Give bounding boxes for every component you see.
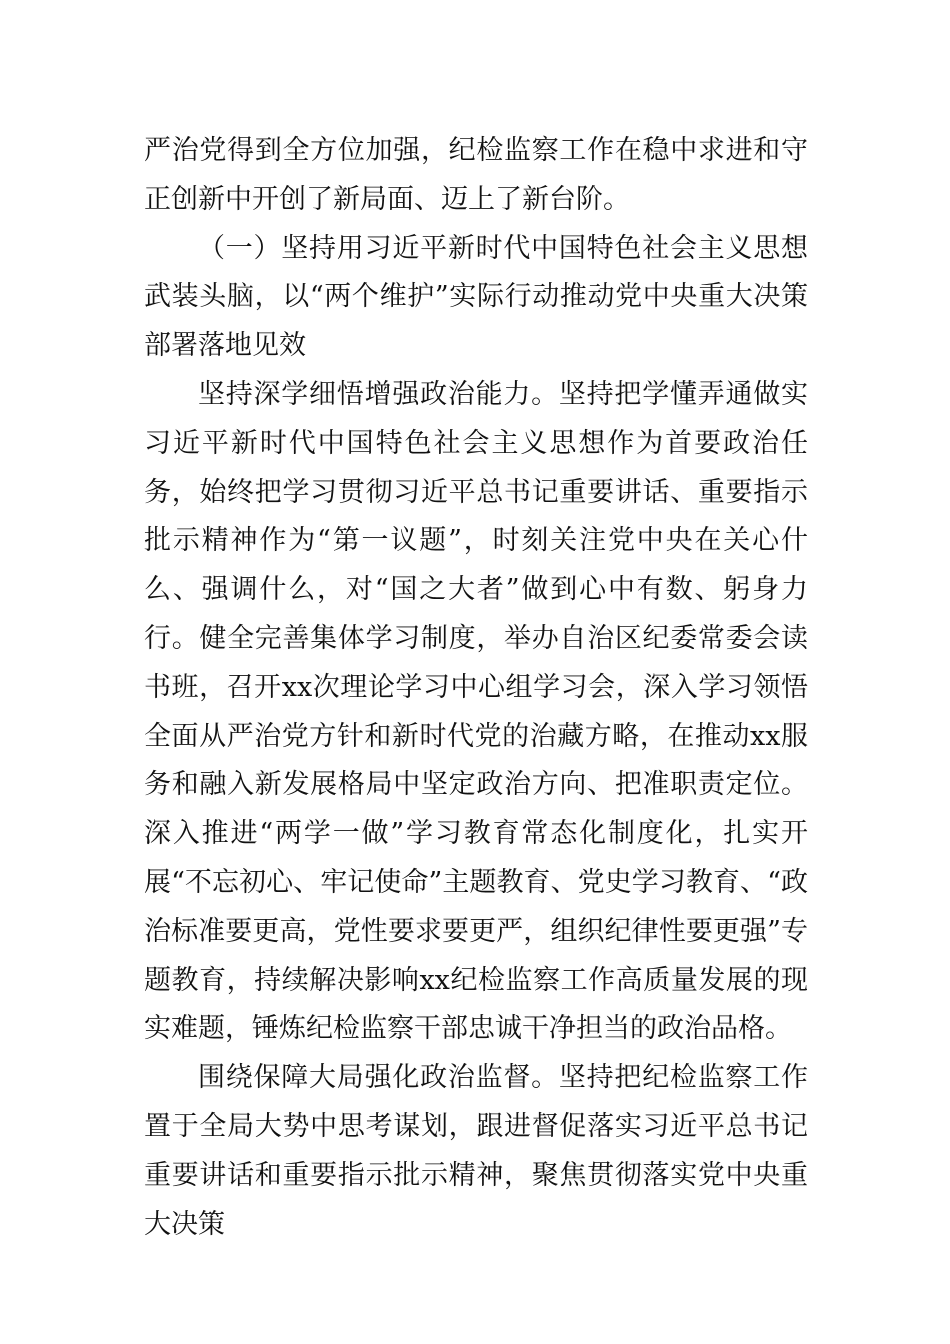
document-body bbox=[144, 127, 808, 1249]
section-heading: （一）坚持用习近平新时代中国特色社会主义思想武装头脑，以“两个维护”实际行动推动党中央重大决策部署落地见效 bbox=[144, 232, 808, 362]
paragraph-political-supervision: 围绕保障大局强化政治监督。坚持把纪检监察工作置于全局大势中思考谋划，跟进督促落实习近平总书记重要讲话和重要指示批示精神，聚焦贯彻落实党中央重大决策 bbox=[144, 1062, 808, 1240]
paragraph-political-ability: 坚持深学细悟增强政治能力。坚持把学懂弄通做实习近平新时代中国特色社会主义思想作为首要政治任务，始终把学习贯彻习近平总书记重要讲话、重要指示批示精神作为“第一议题”，时刻关注党中央在关心什么、强调什么，对“国之大者”做到心中有数、躬身力行。健全完善集体学习制度，举办自治区纪委常委会读书班，召开xx次理论学习中心组学习会，深入学习领悟全面从严治党方针和新时代党的治藏方略，在推动xx服务和融入新发展格局中坚定政治方向、把准职责定位。深入推进“两学一做”学习教育常态化制度化，扎实开展“不忘初心、牢记使命”主题教育、党史学习教育、“政治标准要更高，党性要求要更严，组织纪律性要更强”专题教育，持续解决影响xx纪检监察工作高质量发展的现实难题，锤炼纪检监察干部忠诚干净担当的政治品格。 bbox=[144, 378, 808, 1045]
paragraph-continuation: 严治党得到全方位加强，纪检监察工作在稳中求进和守正创新中开创了新局面、迈上了新台阶。 bbox=[144, 135, 808, 215]
